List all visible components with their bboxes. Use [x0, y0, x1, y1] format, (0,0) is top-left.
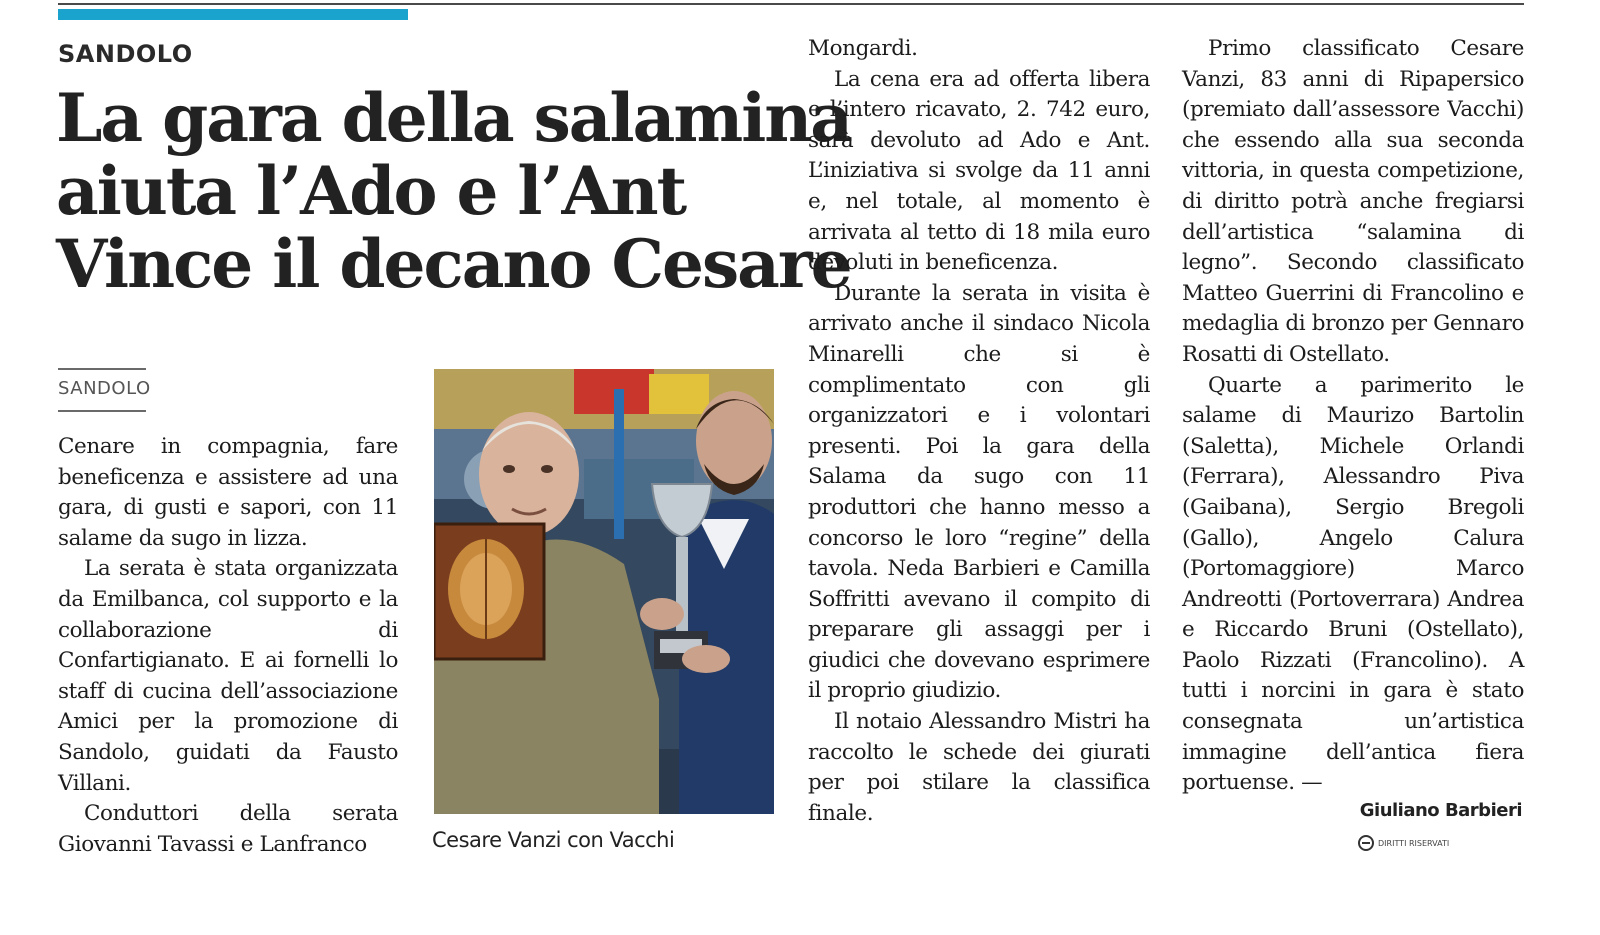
- headline-line-3: Vince il decano Cesare: [56, 225, 851, 303]
- paragraph: Primo classificato Cesare Vanzi, 83 anni di Ripapersico (premiato dall’assessore Vacchi) che essendo alla sua seconda vittoria, in questa competizione, di diritto potrà anche fregiarsi dell’artistica “salamina di legno”. Secondo classificato Matteo Guerrini di Francolino e medaglia di bronzo per Gennaro Rosatti di Ostellato.: [1182, 36, 1524, 367]
- copyright-notice: [1358, 835, 1449, 851]
- article-column-2: [808, 34, 1150, 829]
- paragraph: Mongardi.: [808, 36, 918, 61]
- copyright-text: DIRITTI RISERVATI: [1378, 838, 1450, 848]
- article-photo: [434, 369, 774, 814]
- paragraph: Durante la serata in visita è arrivato anche il sindaco Nicola Minarelli che si è complimentato con gli organizzatori e i volontari presenti. Poi la gara della Salama da sugo con 11 produttori che hanno messo a concorso le loro “regine” della tavola. Neda Barbieri e Camilla Soffritti avevano il compito di preparare gli assaggi per i giudici che dovevano esprimere il proprio giudizio.: [808, 280, 1150, 704]
- paragraph: La serata è stata organizzata da Emilbanca, col supporto e la collaborazione di Confartigianato. E ai fornelli lo staff di cucina dell’associazione Amici per la promozione di Sandolo, guidati da Fausto Villani.: [58, 556, 398, 796]
- photo-illustration: [434, 369, 774, 814]
- headline-line-1: La gara della salamina: [56, 79, 852, 157]
- article-column-3: [1182, 34, 1524, 799]
- location-tag-top-rule: [58, 368, 146, 370]
- paragraph: Conduttori della serata Giovanni Tavassi e Lanfranco: [58, 801, 398, 857]
- section-kicker: SANDOLO: [58, 40, 193, 68]
- paragraph: Quarte a parimerito le salame di Maurizo Bartolin (Saletta), Michele Orlandi (Ferrara), Alessandro Piva (Gaibana), Sergio Bregoli (Gallo), Angelo Calura (Portomaggiore) Marco Andreotti (Portoverrara) Andrea e Riccardo Bruni (Ostellato), Paolo Rizzati (Francolino). A tutti i norcini in gara è stato consegnata un’artistica immagine dell’antica fiera portuense. —: [1182, 372, 1524, 796]
- section-accent-bar: [58, 9, 408, 20]
- photo-caption: Cesare Vanzi con Vacchi: [432, 828, 675, 852]
- paragraph: Il notaio Alessandro Mistri ha raccolto le schede dei giurati per poi stilare la classifica finale.: [808, 709, 1150, 826]
- paragraph: La cena era ad offerta libera e l’intero ricavato, 2. 742 euro, sarà devoluto ad Ado e Ant. L’iniziativa si svolge da 11 anni e, nel totale, al momento è arrivata al tetto di 18 mila euro devoluti in beneficenza.: [808, 66, 1150, 276]
- copyright-icon: [1358, 835, 1374, 851]
- headline: [56, 79, 852, 303]
- top-rule: [58, 3, 1524, 5]
- headline-line-2: aiuta l’Ado e l’Ant: [56, 152, 686, 230]
- byline: Giuliano Barbieri: [1359, 800, 1522, 821]
- location-tag: SANDOLO: [58, 378, 151, 399]
- location-tag-bottom-rule: [58, 410, 146, 412]
- article-column-1: [58, 432, 398, 860]
- paragraph: Cenare in compagnia, fare beneficenza e assistere ad una gara, di gusti e sapori, con 11 salame da sugo in lizza.: [58, 434, 398, 551]
